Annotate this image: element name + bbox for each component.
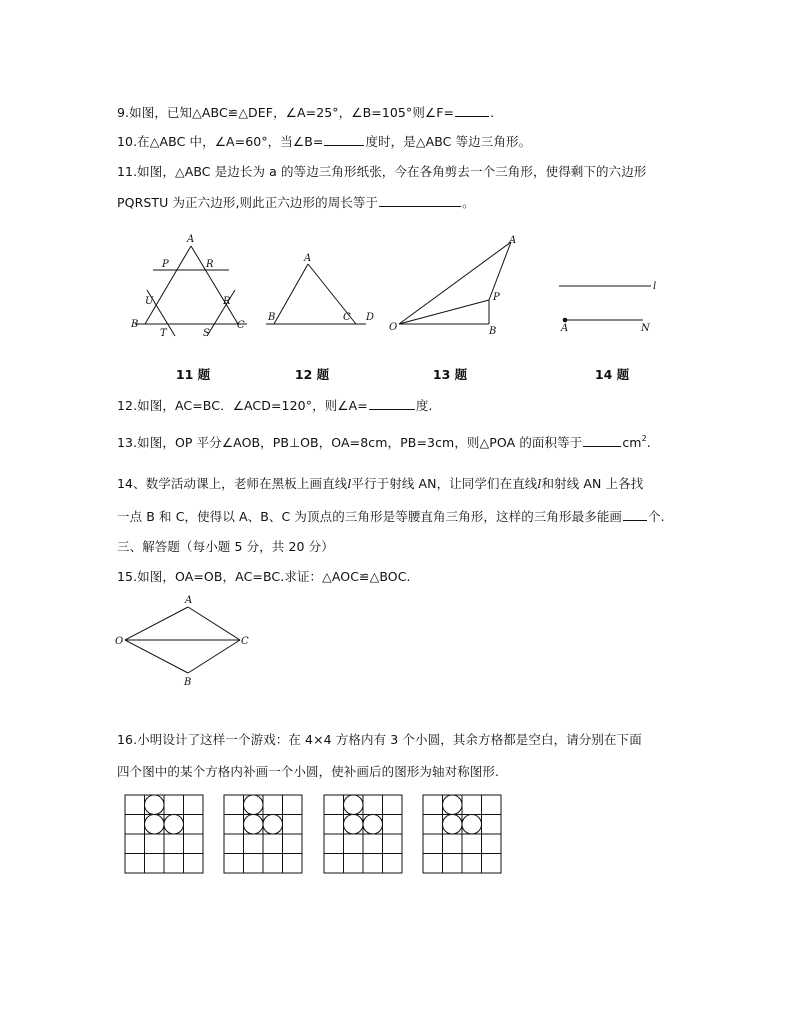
fig14-label-l: l	[653, 281, 657, 292]
fig12-label-a: A	[304, 253, 312, 264]
grid-cell[interactable]	[283, 834, 303, 854]
fig11-label-c: C	[237, 320, 245, 331]
fig15-seg-ob	[125, 640, 188, 673]
question-11-line2	[117, 193, 475, 211]
grid-cell[interactable]	[224, 815, 244, 835]
grid-cell[interactable]	[145, 834, 165, 854]
grid-cell[interactable]	[423, 834, 443, 854]
caption-14: 14 题	[594, 367, 630, 382]
grid-cell[interactable]	[184, 815, 204, 835]
fig15-label-a: A	[185, 595, 193, 606]
q13-tail: .	[646, 435, 651, 450]
grid-cell[interactable]	[482, 854, 502, 874]
q13-unit-exponent: 2	[641, 434, 647, 443]
caption-13: 13 题	[432, 367, 468, 382]
q12-text: 12.如图，AC=BC．∠ACD=120°，则∠A=	[117, 398, 368, 413]
grid-cell[interactable]	[263, 834, 283, 854]
grid-cell[interactable]	[482, 795, 502, 815]
q14-tail: 个.	[648, 509, 665, 524]
grid-cell[interactable]	[423, 854, 443, 874]
grid-4[interactable]	[422, 794, 502, 874]
question-13	[117, 433, 651, 451]
q10-tail: 度时，是△ABC 等边三角形。	[365, 134, 532, 149]
question-10	[117, 132, 531, 150]
grid-2[interactable]	[223, 794, 303, 874]
fig11-side-ab	[145, 246, 191, 324]
grid-3[interactable]	[323, 794, 403, 874]
q9-tail: .	[490, 105, 495, 120]
question-15: 15.如图，OA=OB，AC=BC.求证：△AOC≌△BOC.	[117, 569, 411, 584]
grid-cell[interactable]	[462, 795, 482, 815]
fig12-label-c: C	[343, 312, 351, 323]
fig15-seg-oa	[125, 607, 188, 640]
question-14-line2	[117, 507, 665, 525]
grid-cell[interactable]	[224, 834, 244, 854]
fig12-side-ab	[274, 264, 308, 324]
q14-text-b: 平行于射线 AN，让同学们在直线	[351, 476, 538, 491]
grid-cell[interactable]	[443, 854, 463, 874]
grid-cell[interactable]	[482, 834, 502, 854]
fig11-label-p: P	[162, 259, 169, 270]
figure-15	[115, 595, 255, 690]
grid-cell[interactable]	[125, 795, 145, 815]
q12-tail: 度.	[415, 398, 433, 413]
fig14-label-n: N	[641, 323, 650, 334]
q14-text-c: 和射线 AN 上各找	[541, 476, 644, 491]
caption-11: 11 题	[175, 367, 211, 382]
grid-cell[interactable]	[283, 795, 303, 815]
fig13-label-o: O	[389, 322, 398, 333]
grid-cell[interactable]	[244, 834, 264, 854]
figure-12	[262, 250, 382, 330]
fig15-label-o: O	[115, 636, 124, 647]
fig14-point-a	[563, 318, 568, 323]
q14-symbol-l: l	[347, 476, 352, 491]
fig15-seg-bc	[188, 640, 240, 673]
grid-1[interactable]	[124, 794, 204, 874]
grid-cell[interactable]	[344, 834, 364, 854]
fig15-label-c: C	[241, 636, 249, 647]
fig15-label-b: B	[184, 677, 192, 688]
fig11-label-r: R	[206, 259, 214, 270]
grid-cell[interactable]	[462, 854, 482, 874]
question-9	[117, 103, 494, 121]
fig12-label-d: D	[366, 312, 375, 323]
q13-text: 13.如图，OP 平分∠AOB，PB⊥OB，OA=8cm，PB=3cm，则△POA 的面积等于	[117, 435, 583, 450]
grid-cell[interactable]	[145, 854, 165, 874]
question-14-line1	[117, 474, 643, 492]
fig11-side-ac	[191, 246, 238, 324]
grid-cell[interactable]	[283, 854, 303, 874]
q13-answer-blank[interactable]	[583, 434, 621, 447]
grid-cell[interactable]	[324, 815, 344, 835]
q9-answer-blank[interactable]	[455, 104, 489, 117]
grid-cell[interactable]	[363, 795, 383, 815]
fig13-ray-oa	[399, 242, 511, 324]
question-16-line2: 四个图中的某个方格内补画一个小圆，使补画后的图形为轴对称图形.	[117, 764, 500, 779]
q10-answer-blank[interactable]	[324, 133, 364, 146]
figure-14	[555, 278, 665, 334]
q14-answer-blank[interactable]	[623, 508, 647, 521]
fig11-label-b: B	[131, 319, 139, 330]
fig13-line-op	[399, 300, 489, 324]
grid-cell[interactable]	[224, 854, 244, 874]
grid-cell[interactable]	[164, 854, 184, 874]
fig11-label-u: U	[145, 296, 154, 307]
q11-text: PQRSTU 为正六边形,则此正六边形的周长等于	[117, 195, 379, 210]
grid-cell[interactable]	[324, 834, 344, 854]
grid-cell[interactable]	[263, 854, 283, 874]
fig11-label-t: T	[160, 328, 167, 339]
grid-cell[interactable]	[125, 815, 145, 835]
grid-cell[interactable]	[184, 795, 204, 815]
grid-cell[interactable]	[344, 854, 364, 874]
grid-cell[interactable]	[283, 815, 303, 835]
grid-cell[interactable]	[184, 854, 204, 874]
fig12-label-b: B	[268, 312, 276, 323]
grid-cell[interactable]	[324, 795, 344, 815]
grid-cell[interactable]	[363, 834, 383, 854]
q14-text-a: 14、数学活动课上，老师在黑板上画直线	[117, 476, 348, 491]
caption-12: 12 题	[294, 367, 330, 382]
grid-cell[interactable]	[482, 815, 502, 835]
question-12	[117, 396, 433, 414]
grid-cell[interactable]	[184, 834, 204, 854]
fig13-label-p: P	[493, 292, 500, 303]
q13-unit: cm	[622, 435, 642, 450]
grid-cell[interactable]	[244, 854, 264, 874]
fig13-label-a: A	[509, 235, 517, 246]
fig13-label-b: B	[489, 326, 497, 337]
grid-cell[interactable]	[125, 834, 145, 854]
question-11-line1: 11.如图，△ABC 是边长为 a 的等边三角形纸张，今在各角剪去一个三角形，使得剩下的六边形	[117, 164, 647, 179]
grid-cell[interactable]	[423, 795, 443, 815]
q9-text: 9.如图，已知△ABC≌△DEF，∠A=25°，∠B=105°则∠F=	[117, 105, 455, 120]
grid-cell[interactable]	[324, 854, 344, 874]
grid-cell[interactable]	[125, 854, 145, 874]
q10-text: 10.在△ABC 中，∠A=60°，当∠B=	[117, 134, 324, 149]
q11-answer-blank[interactable]	[379, 194, 461, 207]
grid-cell[interactable]	[164, 795, 184, 815]
figure-11	[125, 232, 255, 342]
q12-answer-blank[interactable]	[369, 397, 415, 410]
grid-cell[interactable]	[383, 795, 403, 815]
q14-text-d: 一点 B 和 C，使得以 A、B、C 为顶点的三角形是等腰直角三角形，这样的三角形最多能画	[117, 509, 623, 524]
q14-symbol-l2: l	[537, 476, 542, 491]
fig15-seg-ac	[188, 607, 240, 640]
question-16-line1: 16.小明设计了这样一个游戏：在 4×4 方格内有 3 个小圆，其余方格都是空白，请分别在下面	[117, 732, 642, 747]
fig11-label-s: S	[203, 328, 210, 339]
grid-cell[interactable]	[263, 795, 283, 815]
section-3-heading: 三、解答题（每小题 5 分，共 20 分）	[117, 539, 334, 554]
q11-tail: 。	[462, 195, 475, 210]
fig14-label-a: A	[561, 323, 569, 334]
figure-13	[385, 230, 525, 340]
grid-cell[interactable]	[462, 834, 482, 854]
grid-cell[interactable]	[443, 834, 463, 854]
fig11-label-a: A	[187, 234, 195, 245]
grid-cell[interactable]	[383, 815, 403, 835]
fig11-label-r2: R	[223, 296, 231, 307]
grid-cell[interactable]	[363, 854, 383, 874]
grid-cell[interactable]	[164, 834, 184, 854]
grid-cell[interactable]	[224, 795, 244, 815]
grid-cell[interactable]	[383, 854, 403, 874]
grid-cell[interactable]	[383, 834, 403, 854]
grid-cell[interactable]	[423, 815, 443, 835]
